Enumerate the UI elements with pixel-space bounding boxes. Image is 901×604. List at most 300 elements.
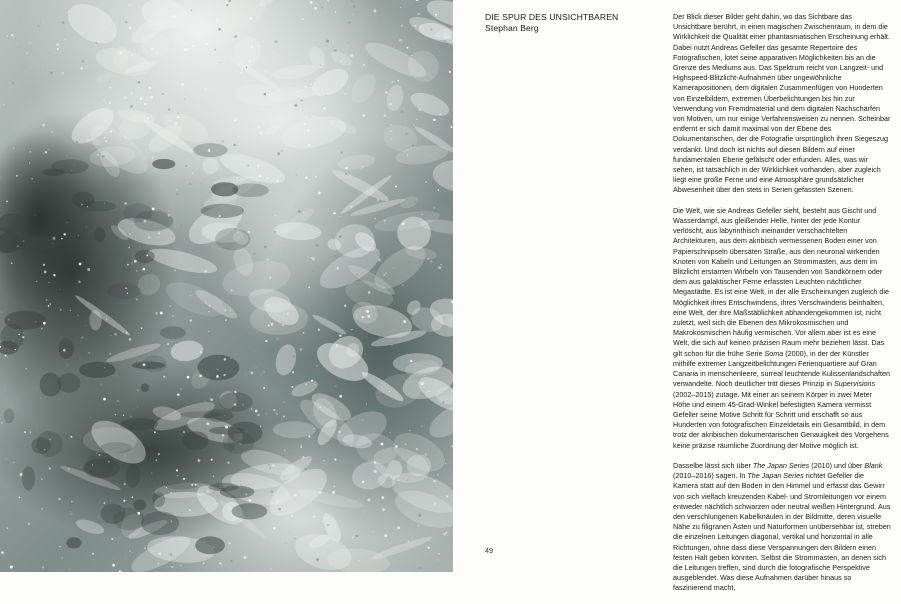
spray-droplet (183, 478, 185, 480)
spray-droplet (191, 10, 193, 12)
spray-droplet (57, 48, 59, 50)
spray-droplet (368, 291, 371, 294)
spray-droplet (122, 509, 124, 511)
spray-droplet (390, 50, 391, 51)
spray-droplet (109, 87, 111, 89)
spray-droplet (177, 116, 180, 119)
spray-droplet (109, 102, 111, 104)
spray-droplet (296, 174, 297, 175)
spray-droplet (339, 216, 340, 217)
spray-droplet (124, 202, 127, 205)
water-pocket (36, 431, 62, 457)
water-pocket (228, 422, 263, 444)
spray-droplet (1, 422, 3, 424)
foam-streak (329, 48, 354, 68)
paragraph-2 (673, 206, 891, 451)
spray-droplet (190, 295, 191, 296)
chapter-title: DIE SPUR DES UNSICHTBAREN (485, 12, 619, 22)
spray-droplet (411, 55, 412, 56)
spray-droplet (79, 358, 81, 360)
spray-droplet (279, 238, 280, 239)
spray-droplet (60, 289, 61, 290)
spray-droplet (44, 271, 47, 274)
foam-streak (311, 312, 348, 336)
spray-droplet (176, 189, 177, 190)
spray-droplet (173, 15, 175, 17)
spray-droplet (259, 414, 260, 415)
spray-droplet (92, 438, 93, 439)
spray-droplet (144, 547, 146, 549)
spray-droplet (335, 11, 336, 12)
spray-droplet (391, 124, 392, 125)
spray-droplet (409, 430, 410, 431)
spray-droplet (216, 20, 218, 22)
spray-droplet (121, 227, 123, 229)
foam-streak (370, 534, 433, 562)
spray-droplet (236, 177, 238, 179)
spray-droplet (327, 524, 329, 526)
spray-droplet (28, 523, 30, 525)
spray-droplet (233, 144, 235, 146)
spray-droplet (418, 514, 421, 517)
spray-droplet (308, 439, 309, 440)
spray-droplet (350, 54, 353, 57)
spray-droplet (70, 310, 71, 311)
spray-droplet (156, 53, 157, 54)
water-pocket (232, 183, 269, 197)
spray-droplet (104, 137, 106, 139)
spray-droplet (86, 325, 87, 326)
spray-droplet (334, 458, 336, 460)
spray-droplet (444, 191, 445, 192)
spray-droplet (20, 473, 23, 476)
spray-droplet (29, 42, 30, 43)
spray-droplet (293, 97, 294, 98)
spray-droplet (43, 322, 46, 325)
spray-droplet (339, 334, 341, 336)
spray-droplet (218, 54, 219, 55)
spray-droplet (366, 310, 369, 313)
spray-droplet (389, 240, 390, 241)
spray-droplet (449, 71, 451, 73)
spray-droplet (264, 279, 265, 280)
spray-droplet (110, 130, 112, 132)
spray-droplet (204, 401, 205, 402)
spray-droplet (168, 109, 170, 111)
spray-droplet (180, 225, 182, 227)
spray-droplet (433, 502, 436, 505)
spray-droplet (437, 474, 438, 475)
water-pocket (204, 409, 234, 421)
spray-droplet (236, 295, 237, 296)
spray-droplet (281, 150, 282, 151)
spray-droplet (68, 568, 70, 570)
spray-droplet (125, 523, 127, 525)
spray-droplet (155, 409, 157, 411)
spray-droplet (141, 327, 143, 329)
spray-droplet (179, 395, 181, 397)
spray-droplet (44, 449, 46, 451)
spray-droplet (203, 562, 205, 564)
spray-droplet (53, 274, 55, 276)
spray-droplet (219, 215, 221, 217)
spray-droplet (78, 315, 79, 316)
spray-droplet (147, 117, 149, 119)
spray-droplet (177, 475, 178, 476)
spray-droplet (17, 43, 18, 44)
spray-droplet (425, 454, 427, 456)
spray-droplet (326, 445, 328, 447)
spray-droplet (403, 320, 406, 323)
spray-droplet (362, 481, 365, 484)
spray-droplet (103, 398, 106, 401)
spray-droplet (204, 270, 207, 273)
water-pocket (152, 159, 175, 169)
spray-droplet (18, 334, 19, 335)
spray-droplet (38, 26, 39, 27)
spray-droplet (151, 473, 152, 474)
spray-droplet (316, 244, 319, 247)
spray-droplet (130, 416, 132, 418)
spray-droplet (385, 272, 387, 274)
spray-droplet (200, 183, 201, 184)
spray-droplet (158, 232, 160, 234)
spray-droplet (220, 62, 221, 63)
spray-droplet (402, 223, 405, 226)
spray-droplet (308, 144, 311, 147)
water-pocket (79, 362, 116, 378)
spray-droplet (314, 239, 315, 240)
spray-droplet (319, 491, 322, 494)
spray-droplet (234, 35, 237, 38)
spray-droplet (86, 226, 87, 227)
spray-droplet (267, 178, 269, 180)
spray-droplet (341, 151, 343, 153)
spray-droplet (0, 311, 2, 313)
spray-droplet (430, 260, 432, 262)
spray-droplet (140, 360, 141, 361)
spray-droplet (92, 553, 94, 555)
spray-droplet (181, 83, 184, 86)
spray-droplet (265, 413, 267, 415)
spray-droplet (259, 46, 260, 47)
spray-droplet (240, 72, 242, 74)
spray-droplet (35, 321, 36, 322)
spray-droplet (264, 245, 267, 248)
spray-droplet (308, 436, 310, 438)
spray-droplet (366, 403, 367, 404)
spray-droplet (414, 2, 417, 5)
spray-droplet (274, 231, 276, 233)
water-pocket (182, 431, 208, 450)
spray-droplet (234, 391, 237, 394)
water-pocket (219, 392, 253, 411)
spray-droplet (128, 247, 130, 249)
spray-droplet (224, 415, 225, 416)
spray-droplet (95, 42, 97, 44)
spray-droplet (43, 264, 45, 266)
spray-droplet (155, 459, 157, 461)
spray-droplet (51, 131, 52, 132)
spray-droplet (63, 349, 66, 352)
spray-droplet (348, 19, 349, 20)
spray-droplet (283, 248, 284, 249)
spray-droplet (347, 42, 349, 44)
spray-droplet (342, 176, 343, 177)
spray-droplet (318, 201, 319, 202)
spray-droplet (410, 270, 412, 272)
spray-droplet (289, 452, 292, 455)
spray-droplet (270, 568, 272, 570)
spray-droplet (61, 238, 63, 240)
spray-droplet (334, 49, 337, 52)
spray-droplet (114, 333, 117, 336)
spray-droplet (334, 255, 336, 257)
spray-droplet (227, 461, 230, 464)
spray-droplet (272, 464, 274, 466)
spray-droplet (413, 76, 414, 77)
spray-droplet (330, 563, 331, 564)
spray-droplet (5, 457, 8, 460)
spray-droplet (200, 351, 202, 353)
spray-droplet (326, 40, 329, 43)
spray-droplet (8, 318, 10, 320)
spray-droplet (392, 547, 393, 548)
spray-droplet (171, 566, 173, 568)
spray-droplet (78, 281, 81, 284)
spray-droplet (305, 468, 308, 471)
spray-droplet (43, 22, 44, 23)
spray-droplet (19, 109, 20, 110)
spray-droplet (395, 457, 398, 460)
spray-droplet (305, 86, 307, 88)
spray-droplet (70, 512, 71, 513)
spray-droplet (213, 547, 214, 548)
spray-droplet (350, 206, 352, 208)
spray-droplet (397, 526, 400, 529)
text-run: Der Blick dieser Bilder geht dahin, wo das Sichtbare das Unsichtbare berührt, in einen magischen Zwischenraum, in dem die Wirklichkeit die Qualität einer phantasmatischen Erscheinung erhält. Dabei nutzt Andreas Gefeller das gesamte Repertoire des Fotografischen, lotet seine apparativen Möglichkeiten bis an die Grenze des Mediums aus. Das Spektrum reicht von Langzeit- und Highspeed-Blitzlicht-Aufnahmen über ungewöhnliche Kamerapositionen, dem digitalen Zusammenfügen von Hunderten von Einzelbildern, extremen Überbelichtungen bis hin zur Verwendung von Fremdmaterial und dem digitalen Nachschärfen von Motiven, um nur einige Verfahrensweisen zu nennen. Scheinbar entfernt er sich damit maximal von der Ebene des Dokumentarischen, der die Fotografie ursprünglich ihren Siegeszug verdankt. Und doch ist nichts auf diesen Bildern auf einer fundamentalen Ebene gefälscht oder erfunden. Alles, was wir sehen, ist tatsächlich in der Wirklichkeit vorhanden, aber zugleich liegt eine große Ferne und eine Atmosphäre grundsätzlicher Abwesenheit über den stets in Serien gefassten Szenen. (673, 12, 891, 195)
water-pocket (4, 408, 14, 423)
spray-droplet (374, 461, 377, 464)
spray-droplet (433, 119, 436, 122)
spray-droplet (382, 331, 384, 333)
water-pocket (135, 250, 155, 263)
spray-droplet (362, 420, 363, 421)
spray-droplet (186, 5, 187, 6)
spray-droplet (151, 48, 153, 50)
spray-droplet (45, 151, 47, 153)
spray-droplet (333, 212, 335, 214)
spray-droplet (356, 535, 358, 537)
spray-droplet (203, 540, 206, 543)
italic-title: The Japan Series (747, 471, 804, 481)
spray-droplet (6, 35, 8, 37)
spray-droplet (189, 182, 192, 185)
spray-droplet (148, 236, 151, 239)
spray-droplet (452, 568, 453, 569)
spray-droplet (0, 177, 2, 179)
spray-droplet (214, 49, 216, 51)
spray-droplet (139, 97, 142, 100)
spray-droplet (347, 409, 349, 411)
spray-droplet (270, 122, 271, 123)
spray-droplet (226, 4, 228, 6)
foam-streak (271, 62, 319, 81)
spray-droplet (105, 141, 107, 143)
spray-droplet (132, 497, 133, 498)
spray-droplet (244, 556, 247, 559)
spray-droplet (385, 91, 387, 93)
spray-droplet (208, 149, 211, 152)
spray-droplet (260, 132, 263, 135)
spray-droplet (450, 126, 452, 128)
spray-droplet (435, 116, 437, 118)
foam-streak (74, 293, 132, 338)
spray-droplet (49, 438, 51, 440)
spray-droplet (25, 72, 26, 73)
text-run: (2010–2016) sagen. In (673, 471, 748, 481)
spray-droplet (51, 70, 52, 71)
spray-droplet (284, 450, 285, 451)
spray-droplet (376, 221, 377, 222)
spray-droplet (230, 357, 232, 359)
spray-droplet (213, 475, 215, 477)
spray-droplet (146, 254, 148, 256)
spray-droplet (352, 14, 353, 15)
spray-droplet (117, 400, 119, 402)
spray-droplet (335, 385, 337, 387)
spray-droplet (421, 382, 424, 385)
spray-droplet (70, 513, 73, 516)
spray-droplet (110, 320, 112, 322)
spray-droplet (29, 162, 30, 163)
spray-droplet (426, 361, 427, 362)
spray-droplet (269, 276, 271, 278)
spray-droplet (110, 335, 111, 336)
spray-droplet (395, 185, 397, 187)
water-pocket (100, 442, 131, 453)
spray-droplet (134, 260, 137, 263)
spray-droplet (424, 225, 425, 226)
spray-droplet (65, 39, 66, 40)
spray-droplet (100, 383, 103, 386)
spray-droplet (310, 83, 312, 85)
spray-droplet (192, 172, 194, 174)
spray-droplet (150, 96, 153, 99)
spray-droplet (24, 431, 26, 433)
spray-droplet (251, 408, 253, 410)
spray-droplet (68, 468, 70, 470)
spray-droplet (362, 316, 364, 318)
spray-droplet (276, 436, 278, 438)
spray-droplet (424, 139, 425, 140)
spray-droplet (222, 140, 224, 142)
spray-droplet (293, 355, 295, 357)
spray-droplet (41, 478, 43, 480)
spray-droplet (207, 490, 209, 492)
spray-droplet (115, 414, 116, 415)
spray-droplet (313, 115, 315, 117)
spray-droplet (98, 517, 99, 518)
spray-droplet (171, 15, 173, 17)
spray-droplet (169, 305, 170, 306)
spray-droplet (230, 310, 231, 311)
spray-droplet (0, 165, 2, 167)
spray-droplet (302, 18, 304, 20)
spray-droplet (126, 332, 128, 334)
spray-droplet (46, 299, 48, 301)
spray-droplet (231, 289, 233, 291)
spray-droplet (193, 61, 194, 62)
spray-droplet (276, 180, 278, 182)
spray-droplet (336, 267, 339, 270)
foam-streak (202, 157, 220, 175)
spray-droplet (155, 312, 158, 315)
spray-droplet (259, 175, 262, 178)
spray-droplet (452, 445, 453, 447)
spray-droplet (23, 332, 24, 333)
text-run: Die Welt, wie sie Andreas Gefeller sieht, besteht aus Gischt und Wasserdampf, aus gleißender Helle, hinter der jede Kontur verlöscht, aus labyrinthisch ineinander verschachtelten Architekturen, aus dem akribisch vermessenen Boden einer von Papierschnipseln übersäten Straße, aus den neuronal wirkenden Knoten von Kabeln und Leitungen an Strommasten, aus dem im Blitzlicht erstarrten Wirbeln von Tausenden von Sandkörnern oder dem aus galaktischer Ferne erfassten Leuchten nächtlicher Megastädte. Es ist eine Welt, in der alle Erscheinungen zugleich die Möglichkeit ihres Entschwindens, ihres Verschwindens beinhalten, eine Welt, der ihre Maßstäblichkeit abhandengekommen ist, nicht zuletzt, weil sich die Ebenen des Mikrokosmischen und Makrokosmischen häufig vermischen. Vor allem aber ist es eine Welt, die sich auf keinen präzisen Raum mehr beziehen lässt. Das gilt schon für die frühe Serie (673, 205, 890, 358)
spray-droplet (336, 30, 337, 31)
spray-droplet (167, 343, 169, 345)
spray-droplet (11, 262, 13, 264)
spray-droplet (347, 98, 348, 99)
spray-droplet (373, 10, 376, 13)
spray-droplet (152, 207, 155, 210)
italic-title: The Japan Series (752, 460, 810, 470)
spray-droplet (297, 90, 299, 92)
spray-droplet (127, 293, 128, 294)
spray-droplet (13, 462, 15, 464)
spray-droplet (313, 428, 315, 430)
spray-droplet (62, 21, 65, 24)
spray-droplet (71, 436, 73, 438)
spray-droplet (428, 547, 430, 549)
spray-droplet (35, 215, 36, 216)
spray-droplet (372, 373, 373, 374)
spray-droplet (407, 154, 408, 155)
spray-droplet (130, 348, 131, 349)
spray-droplet (81, 336, 83, 338)
spray-droplet (286, 468, 287, 469)
spray-droplet (400, 7, 401, 8)
water-pocket (72, 192, 94, 208)
spray-droplet (249, 499, 252, 502)
water-pocket (201, 204, 244, 218)
spray-droplet (384, 219, 386, 221)
spray-droplet (412, 439, 413, 440)
spray-droplet (382, 508, 385, 511)
spray-droplet (320, 407, 321, 408)
spray-droplet (422, 214, 423, 215)
foam-streak (264, 123, 281, 137)
spray-droplet (48, 305, 50, 307)
spray-droplet (199, 374, 202, 377)
spray-droplet (412, 144, 415, 147)
spray-droplet (438, 189, 440, 191)
spray-droplet (206, 422, 209, 425)
spray-droplet (206, 43, 209, 46)
spray-droplet (373, 531, 374, 532)
spray-droplet (366, 327, 368, 329)
spray-droplet (265, 70, 266, 71)
spray-droplet (4, 310, 5, 311)
spray-droplet (158, 552, 161, 555)
spray-droplet (26, 368, 27, 369)
spray-droplet (273, 409, 275, 411)
spray-droplet (431, 156, 432, 157)
spray-droplet (283, 401, 285, 403)
